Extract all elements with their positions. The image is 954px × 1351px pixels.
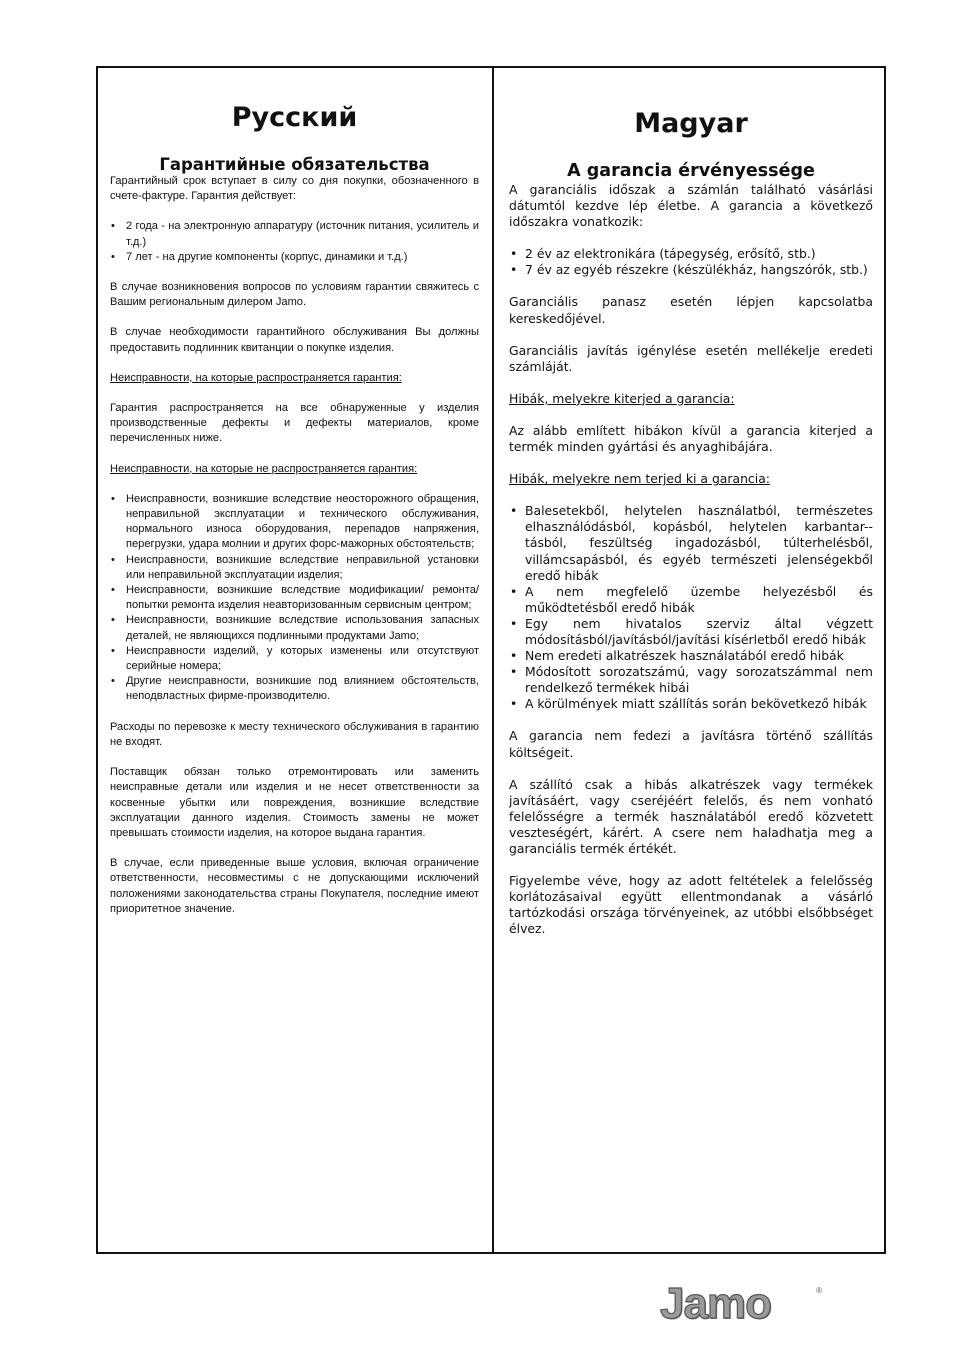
warranty-heading-hungarian: A garancia érvényessége	[567, 161, 815, 181]
list-item: • 2 év az elektronikára (tápegység, erősítő, stb.)	[509, 246, 873, 262]
list-item: • Módosított sorozatszámú, vagy sorozatszámmal nem rendelkező termékek hibái	[509, 664, 873, 696]
not-covered-title: Hibák, melyekre nem terjed ki a garancia:	[509, 471, 770, 487]
not-covered-section	[509, 471, 873, 712]
supplier-paragraph: A szállító csak a hibás alkatrészek vagy termékek javításáért, vagy cseréjéért felelős, és nem vonható felelősségre a termék használatából eredő közvetett veszteségért, kárért. A csere nem haladhatja meg a garanciális termék értékét.	[509, 776, 873, 856]
hungarian-column	[494, 68, 884, 1252]
not-covered-title: Неисправности, на которые не распространяется гарантия:	[110, 462, 418, 475]
list-item: • Неисправности, возникшие вследствие неправильной установки или неправильной эксплуатации изделия;	[110, 553, 479, 583]
list-item: • 7 év az egyéb részekre (készülékház, hangszórók, stb.)	[509, 262, 873, 278]
warranty-periods-list	[110, 219, 479, 265]
law-paragraph: Figyelembe véve, hogy az adott feltételek a felelősség korlátozásaival együtt ellentmondanak a vásárló tartózkodási országa törvényeinek, az utóbbi elsőbbséget élvez.	[509, 873, 873, 937]
not-covered-list	[110, 492, 479, 705]
not-covered-section	[110, 462, 479, 705]
receipt-paragraph: Garanciális javítás igénylése esetén mellékelje eredeti számláját.	[509, 342, 873, 374]
contact-paragraph: В случае возникновения вопросов по условиям гарантии свяжитесь с Вашим региональным дилером Jamo.	[110, 281, 479, 309]
warranty-table	[96, 66, 886, 1254]
intro-paragraph: A garanciális időszak a számlán található vásárlási dátumtól kezdve lép életbe. A garancia a következő időszakra vonatkozik:	[509, 182, 873, 230]
language-title-russian: Русский	[231, 102, 358, 133]
covered-title: Hibák, melyekre kiterjed a garancia:	[509, 390, 735, 406]
list-item: • Неисправности изделий, у которых изменены или отсутствуют серийные номера;	[110, 644, 479, 674]
transport-paragraph: A garancia nem fedezi a javításra történő szállítás költségeit.	[509, 728, 873, 760]
list-item: • 2 года - на электронную аппаратуру (источник питания, усилитель и т.д.)	[110, 219, 479, 249]
receipt-paragraph: В случае необходимости гарантийного обслуживания Вы должны предоставить подлинник квитанции о покупке изделия.	[110, 326, 479, 354]
covered-section	[110, 371, 479, 447]
list-item: • Неисправности, возникшие вследствие модификации/ ремонта/попытки ремонта изделия неавторизованным сервисным центром;	[110, 583, 479, 613]
law-paragraph: В случае, если приведенные выше условия, включая ограничение ответственности, несовместимы с не допускающими исключений положениями законодательства страны Покупателя, последние имеют приоритетное значение.	[110, 857, 479, 915]
covered-title: Неисправности, на которые распространяется гарантия:	[110, 371, 402, 384]
list-item: • Другие неисправности, возникшие под влиянием обстоятельств, неподвластных фирме-производителю.	[110, 674, 479, 704]
jamo-logo	[660, 1279, 822, 1328]
supplier-paragraph: Поставщик обязан только отремонтировать или заменить неисправные детали или изделия и не несет ответственности за косвенные убытки или повреждения, возникшие вследствие эксплуатации данного изделия. Стоимость замены не может превышать стоимости изделия, на которое выдана гарантия.	[110, 766, 479, 839]
warranty-heading-russian: Гарантийные обязательства	[159, 155, 430, 174]
covered-text: Гарантия распространяется на все обнаруженные у изделия производственные дефекты и дефекты материалов, кроме перечисленных ниже.	[110, 402, 479, 445]
russian-column	[98, 68, 494, 1252]
covered-section	[509, 391, 873, 455]
transport-paragraph: Расходы по перевозке к месту технического обслуживания в гарантию не входят.	[110, 720, 479, 748]
covered-text: Az alább említett hibákon kívül a garancia kiterjed a termék minden gyártási és anyaghibájára.	[509, 422, 873, 455]
list-item: • Nem eredeti alkatrészek használatából eredő hibák	[509, 648, 873, 664]
list-item: • 7 лет - на другие компоненты (корпус, динамики и т.д.)	[110, 250, 479, 265]
contact-paragraph: Garanciális panasz esetén lépjen kapcsolatba kereskedőjével.	[509, 294, 873, 326]
list-item: • Неисправности, возникшие вследствие использования запасных деталей, не являющихся подлинными продуктами Jamo;	[110, 613, 479, 643]
list-item: • Egy nem hivatalos szerviz által végzett módosításból/javításból/javítási kísérletből eredő hibák	[509, 616, 873, 648]
list-item: • Неисправности, возникшие вследствие неосторожного обращения, неправильной эксплуатации и технического обслуживания, нормального износа оборудования, перепадов напряжения, перегрузки, удара молнии и других форс-мажорных обстоятельств;	[110, 492, 479, 553]
registered-mark: ®	[816, 1286, 822, 1295]
language-title-hungarian: Magyar	[634, 108, 748, 139]
logo-wordmark: Jamo	[660, 1279, 771, 1328]
list-item: • Balesetekből, helytelen használatból, természetes elhasználódásból, kopásból, helytelen karbantar-- tásból, feszültség ingadozásból, túlterhelésből, villámcsapásból, és egyéb természeti jelenségekből eredő hibák	[509, 503, 873, 583]
warranty-periods-list	[509, 246, 873, 278]
not-covered-list	[509, 503, 873, 712]
list-item: • A körülmények miatt szállítás során bekövetkező hibák	[509, 696, 873, 712]
intro-paragraph: Гарантийный срок вступает в силу со дня покупки, обозначенного в счете-фактуре. Гарантия действует:	[110, 175, 479, 203]
list-item: • A nem megfelelő üzembe helyezésből és működtetésből eredő hibák	[509, 584, 873, 616]
